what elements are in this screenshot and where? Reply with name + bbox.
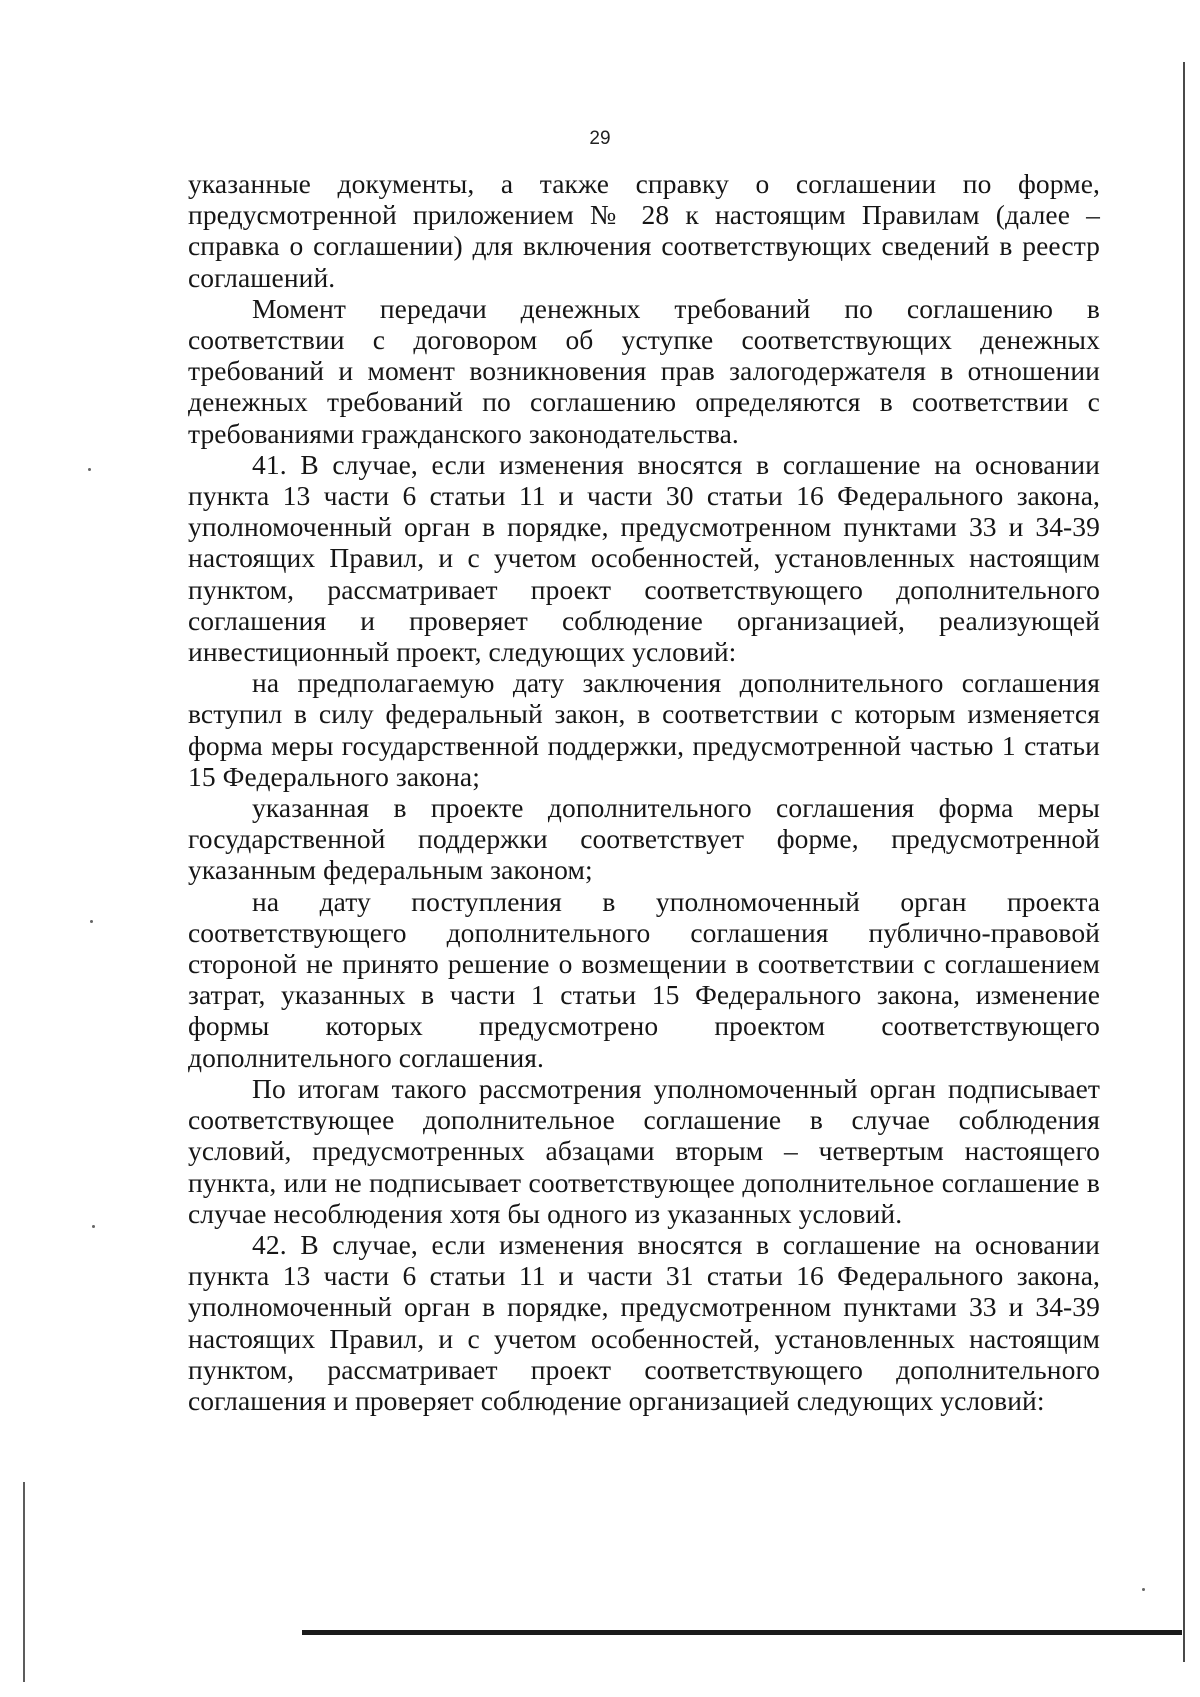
paragraph-condition-3: на дату поступления в уполномоченный орган проекта соответствующего дополнительного соглашения публично-правовой стороной не принято решение о возмещении в соответствии с соглашением затрат, указанных в части 1 статьи 15 Федерального закона, изменение формы которых предусмотрено проектом соответствующего дополнительного соглашения.: [188, 885, 1100, 1073]
paragraph-review-outcome: По итогам такого рассмотрения уполномоченный орган подписывает соответствующее дополнительное соглашение в случае соблюдения условий, предусмотренных абзацами вторым – четвертым настоящего пункта, или не подписывает соответствующее дополнительное соглашение в случае несоблюдения хотя бы одного из указанных условий.: [188, 1072, 1100, 1229]
scan-edge-left: [23, 1482, 25, 1682]
scan-speck: [1142, 1588, 1145, 1591]
paragraph-clause-42: 42. В случае, если изменения вносятся в соглашение на основании пункта 13 части 6 статьи 11 и части 31 статьи 16 Федерального закона, уполномоченный орган в порядке, предусмотренном пунктами 33 и 34-39 настоящих Правил, и с учетом особенностей, установленных настоящим пунктом, рассматривает проект соответствующего дополнительного соглашения и проверяет соблюдение организацией следующих условий:: [188, 1228, 1100, 1416]
paragraph-condition-1: на предполагаемую дату заключения дополнительного соглашения вступил в силу федеральный закон, в соответствии с которым изменяется форма меры государственной поддержки, предусмотренной частью 1 статьи 15 Федерального закона;: [188, 667, 1100, 792]
page-number: 29: [589, 128, 611, 149]
paragraph-transfer-moment: Момент передачи денежных требований по соглашению в соответствии с договором об уступке соответствующих денежных требований и момент возникновения прав залогодержателя в отношении денежных требований по соглашению определяются в соответствии с требованиями гражданского законодательства.: [188, 292, 1100, 449]
scan-edge-bottom: [302, 1630, 1182, 1635]
document-body: [188, 168, 1100, 1416]
paragraph-clause-41: 41. В случае, если изменения вносятся в соглашение на основании пункта 13 части 6 статьи 11 и части 30 статьи 16 Федерального закона, уполномоченный орган в порядке, предусмотренном пунктами 33 и 34-39 настоящих Правил, и с учетом особенностей, установленных настоящим пунктом, рассматривает проект соответствующего дополнительного соглашения и проверяет соблюдение организацией, реализующей инвестиционный проект, следующих условий:: [188, 448, 1100, 668]
paragraph-continuation: указанные документы, а также справку о соглашении по форме, предусмотренной приложением № 28 к настоящим Правилам (далее – справка о соглашении) для включения соответствующих сведений в реестр соглашений.: [188, 168, 1100, 293]
paragraph-condition-2: указанная в проекте дополнительного соглашения форма меры государственной поддержки соответствует форме, предусмотренной указанным федеральным законом;: [188, 792, 1100, 886]
scan-speck: [92, 1225, 95, 1228]
scan-speck: [88, 468, 91, 471]
scan-speck: [90, 920, 93, 923]
scan-edge-right: [1183, 62, 1185, 1662]
